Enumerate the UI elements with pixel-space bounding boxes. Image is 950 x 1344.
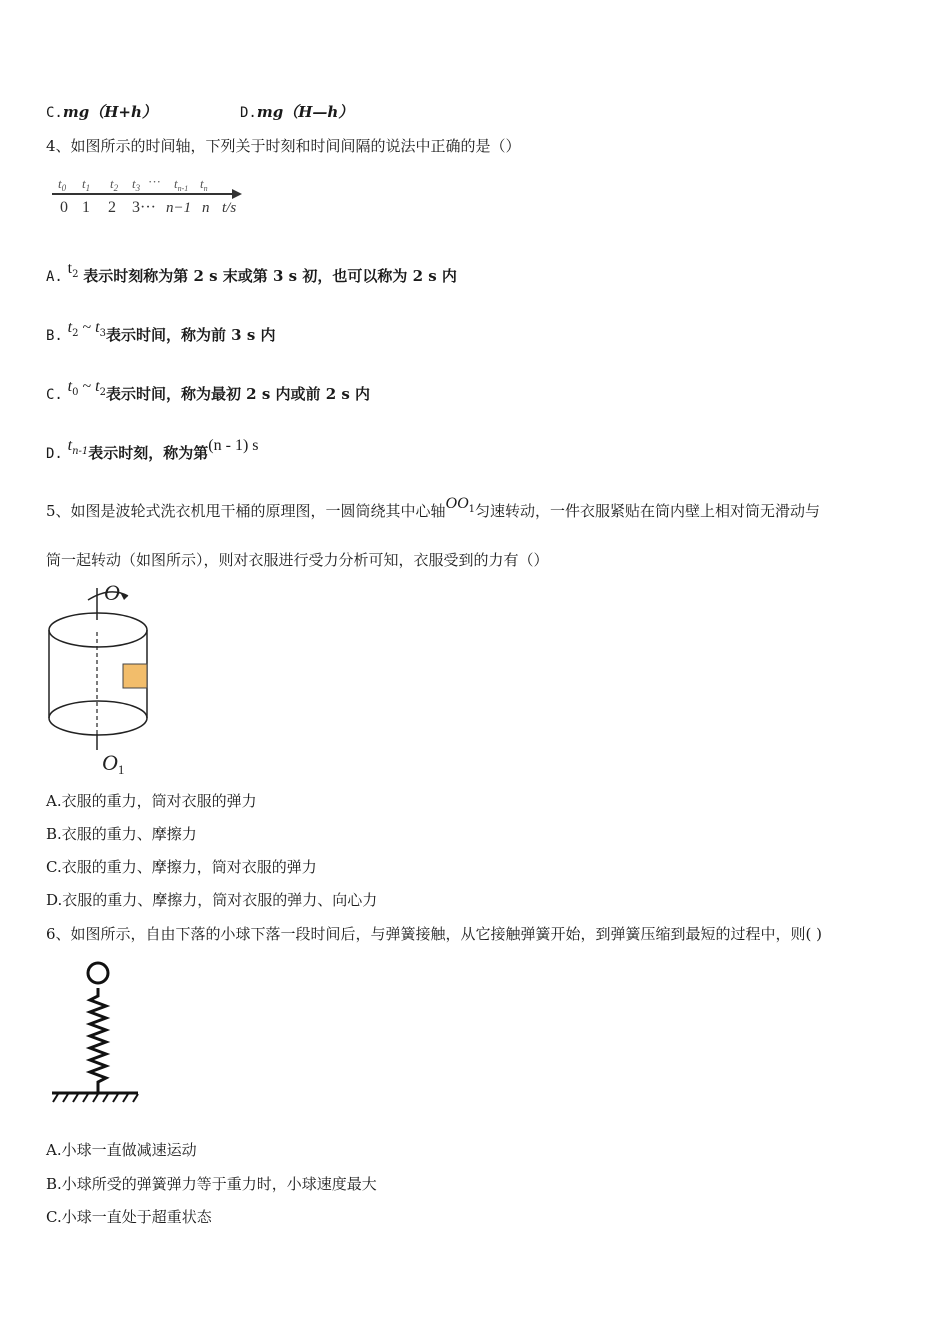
clothes-piece	[123, 664, 147, 688]
q4-option-c-letter: C.	[46, 387, 63, 403]
q6-option-c: C.小球一直处于超重状态	[46, 1208, 212, 1226]
axis-top-label-tn-1: $t_{n-1}$	[174, 176, 189, 193]
q5-option-b: B.衣服的重力、摩擦力	[46, 825, 197, 843]
axis-bottom-label-n-1: n−1	[166, 200, 192, 216]
q4-option-d-symbol: $t_{n-1}$	[67, 437, 89, 457]
q4-option-d-letter: D.	[46, 446, 63, 462]
q5-stem-part1: 5、如图是波轮式洗衣机甩干桶的原理图，一圆筒绕其中心轴	[46, 502, 446, 520]
q4-stem: 4、如图所示的时间轴，下列关于时刻和时间间隔的说法中正确的是（）	[46, 137, 521, 155]
axis-bottom-label-unit: t/s	[222, 200, 237, 216]
q4-option-d-text: 表示时刻，称为第	[88, 444, 209, 462]
q5-stem-line2: 筒一起转动（如图所示），则对衣服进行受力分析可知，衣服受到的力有（）	[46, 551, 549, 569]
q6-option-b: B.小球所受的弹簧弹力等于重力时，小球速度最大	[46, 1175, 377, 1193]
axis-bottom-label-2: 2	[108, 199, 116, 216]
drum-top-rim	[49, 613, 147, 647]
axis-bottom-label-3: 3···	[132, 199, 156, 216]
axis-bottom-label-1: 1	[82, 199, 90, 216]
q3-option-d	[240, 102, 353, 123]
drum-bottom-label: O1	[102, 750, 125, 777]
q5-axis-symbol: $OO_1$	[445, 495, 476, 515]
q6-ball-spring-figure	[44, 958, 144, 1108]
q6-stem: 6、如图所示，自由下落的小球下落一段时间后，与弹簧接触，从它接触弹簧开始，到弹簧压缩到最短的过程中，则( )	[46, 925, 823, 943]
q4-option-a-text: 表示时刻称为第 2 s 末或第 3 s 初，也可以称为 2 s 内	[83, 267, 457, 285]
q4-time-axis-figure	[50, 174, 250, 216]
q3-option-c	[46, 102, 157, 123]
q3-option-c-letter: C.	[46, 105, 63, 121]
q4-option-d	[46, 437, 259, 470]
q3-option-d-letter: D.	[240, 105, 257, 121]
q4-option-d-paren: (n - 1) s	[208, 437, 259, 454]
axis-top-label-t3: $t_3$	[132, 176, 141, 193]
q4-option-b-symbol: $t_2$ ~ $t_3$	[67, 319, 106, 339]
q5-stem-part2: 匀速转动，一件衣服紧贴在筒内壁上相对筒无滑动与	[475, 502, 821, 520]
ground-hatching	[53, 1094, 138, 1102]
q4-option-c	[46, 378, 371, 411]
q3-option-c-expr: mg（H+h）	[62, 103, 157, 121]
drum-bottom-back	[49, 701, 147, 718]
q5-option-c: C.衣服的重力、摩擦力，筒对衣服的弹力	[46, 858, 317, 876]
rotation-arrowhead	[120, 592, 128, 600]
drum-top-label: O	[104, 580, 120, 605]
q6-option-a: A.小球一直做减速运动	[46, 1141, 197, 1159]
time-axis-arrowhead	[232, 189, 242, 199]
q5-option-d: D.衣服的重力、摩擦力，筒对衣服的弹力、向心力	[46, 891, 378, 909]
q5-stem-line1	[46, 495, 821, 528]
q4-option-b	[46, 319, 276, 352]
q4-option-c-symbol: $t_0$ ~ $t_2$	[67, 378, 106, 398]
axis-top-label-t1: $t_1$	[82, 176, 91, 193]
axis-top-label-t2: $t_2$	[110, 176, 119, 193]
q5-washing-drum-figure	[40, 578, 180, 778]
drum-bottom-front	[49, 718, 147, 735]
axis-top-label-dots: ···	[148, 174, 161, 189]
q4-option-b-letter: B.	[46, 328, 63, 344]
q4-option-a	[46, 260, 457, 293]
q4-option-a-symbol: $t_2$	[67, 260, 79, 280]
ball	[88, 963, 108, 983]
q4-option-c-text: 表示时间，称为最初 2 s 内或前 2 s 内	[105, 385, 371, 403]
axis-bottom-label-n: n	[202, 200, 210, 216]
axis-bottom-label-0: 0	[60, 199, 68, 216]
q4-option-b-text: 表示时间，称为前 3 s 内	[105, 326, 276, 344]
q4-option-a-letter: A.	[46, 269, 63, 285]
q5-option-a: A.衣服的重力，筒对衣服的弹力	[46, 792, 257, 810]
spring	[90, 988, 106, 1092]
q3-option-d-expr: mg（H—h）	[256, 103, 354, 121]
axis-top-label-t0: $t_0$	[58, 176, 67, 193]
axis-top-label-tn: $t_n$	[200, 176, 208, 193]
